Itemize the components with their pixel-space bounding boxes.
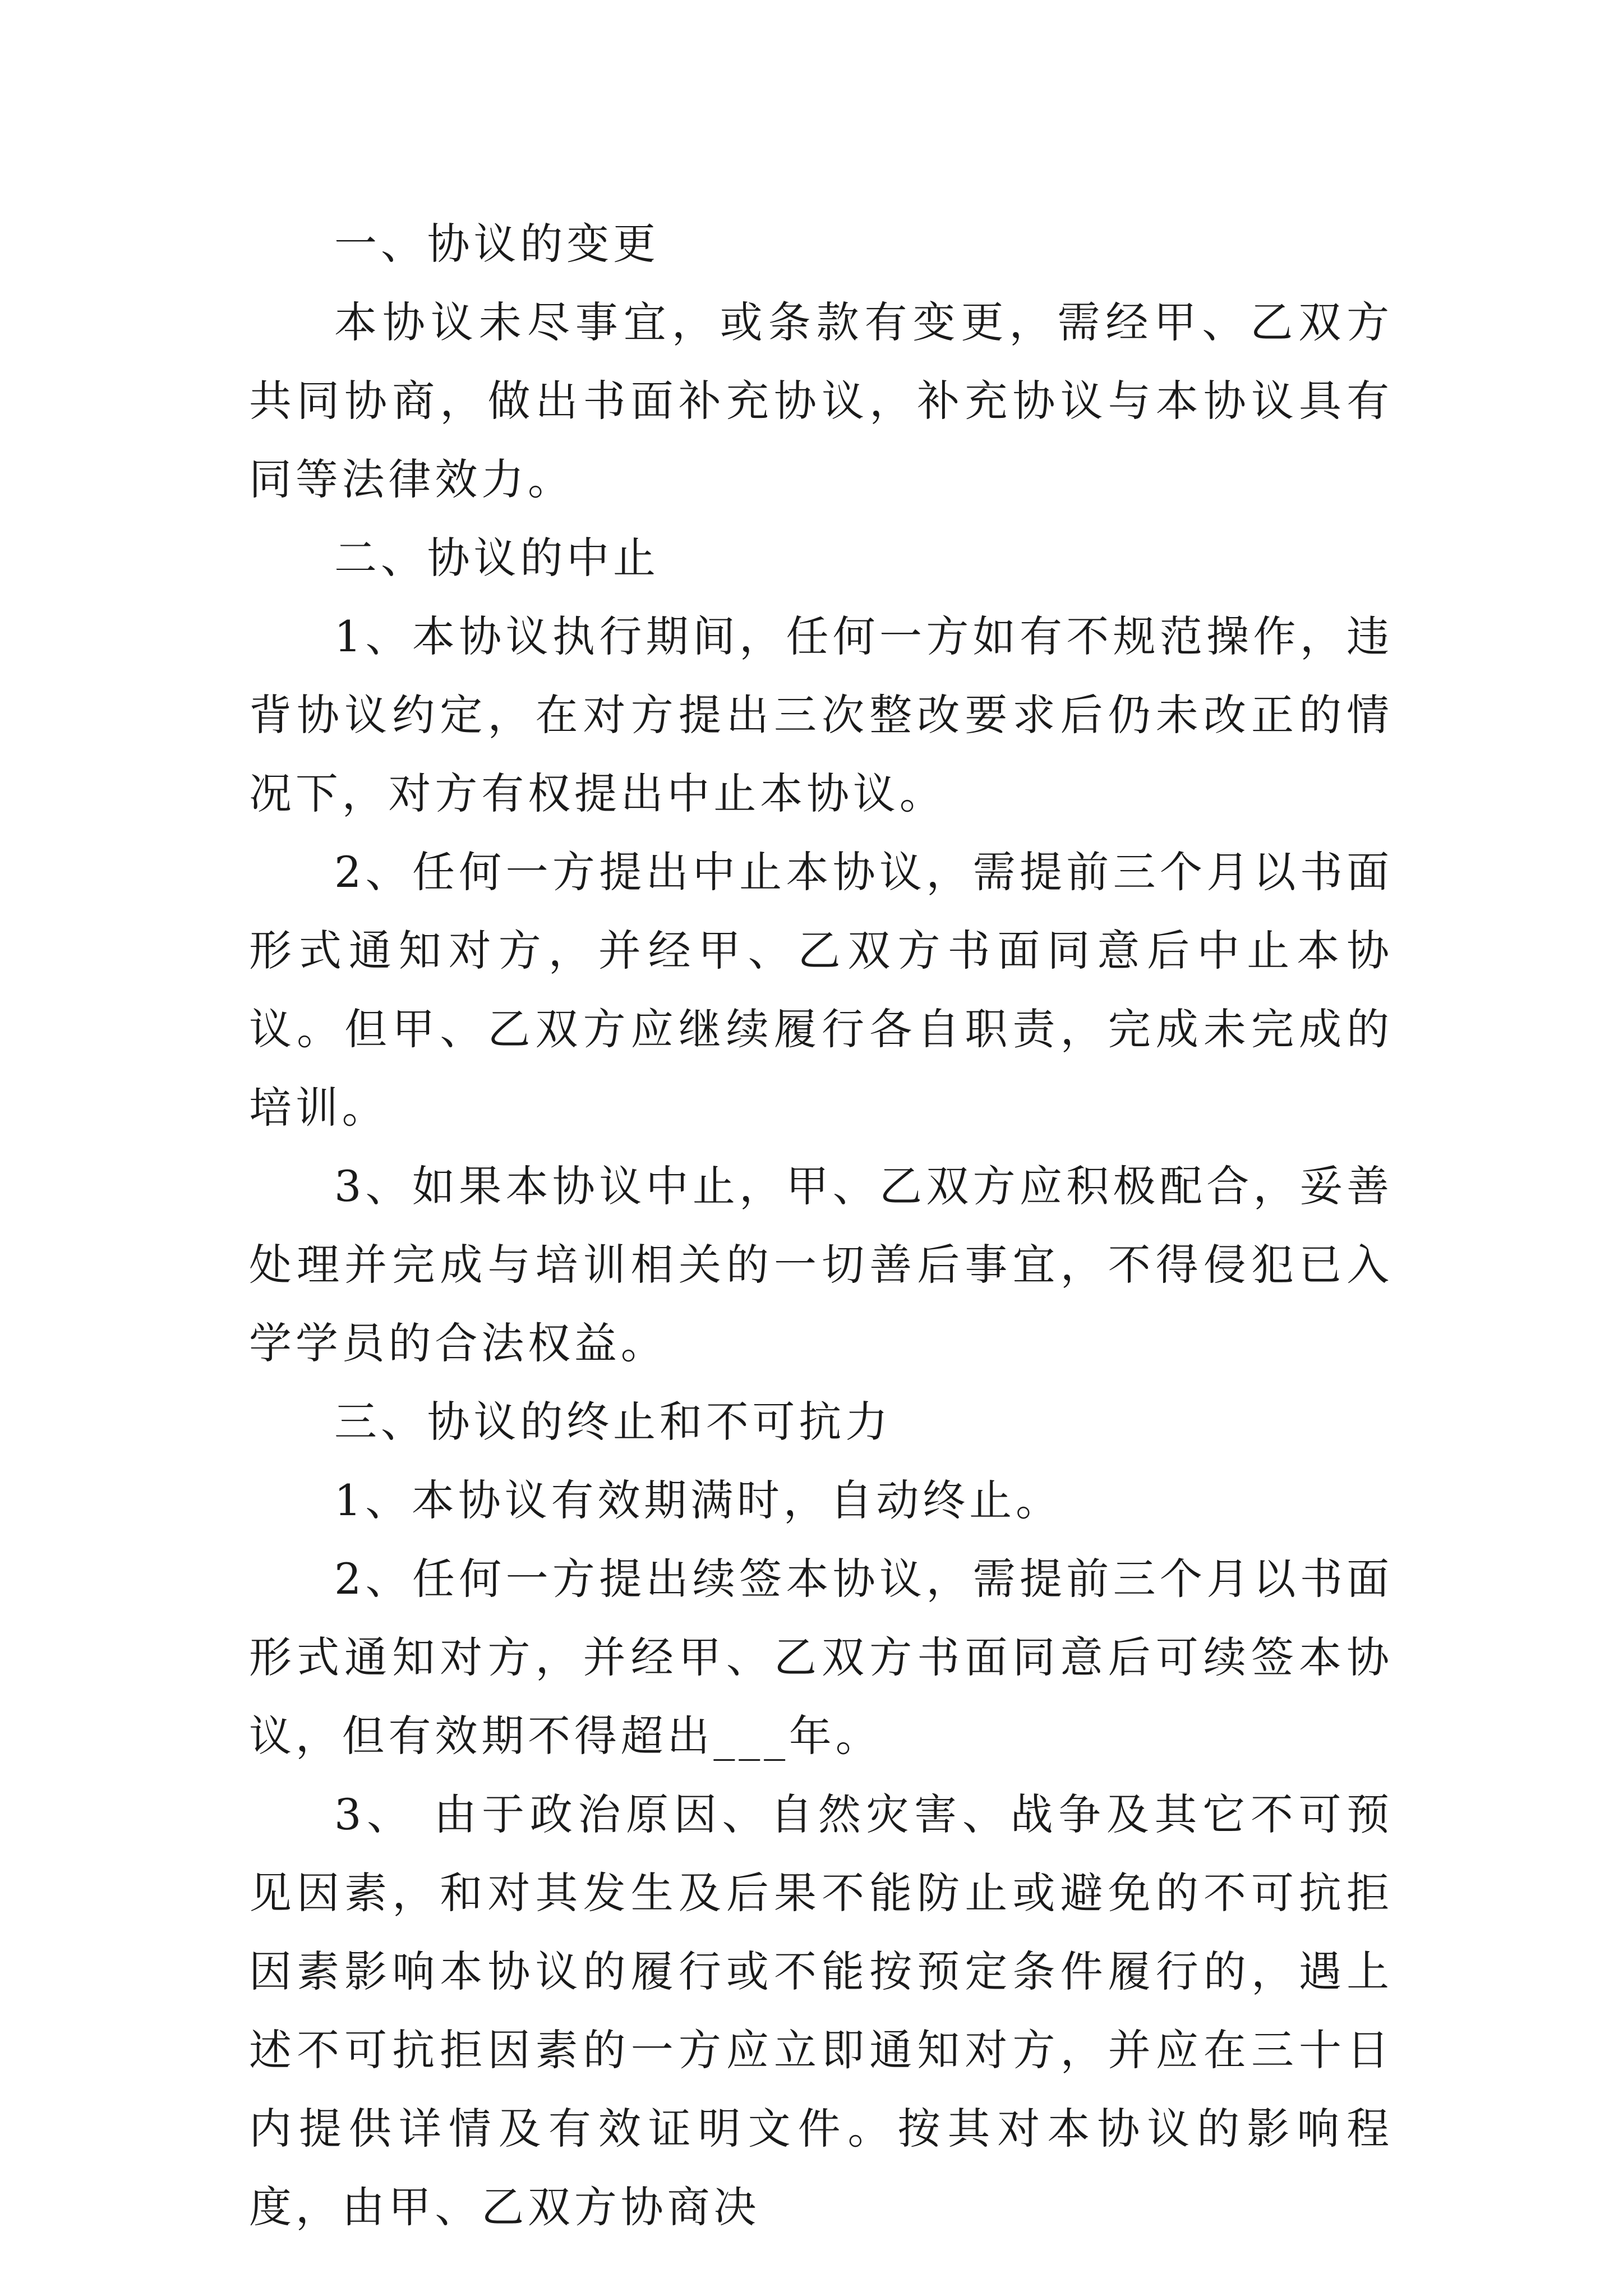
paragraph-amendment: 本协议未尽事宜，或条款有变更，需经甲、乙双方共同协商，做出书面补充协议，补充协议与本协议具有同等法律效力。: [249, 297, 1393, 504]
paragraph-termination-2: 2、任何一方提出续签本协议，需提前三个月以书面形式通知对方，并经甲、乙双方书面同意后可续签本协议，但有效期不得超出___年。: [249, 1554, 1393, 1761]
paragraph-termination-1: 1、本协议有效期满时，自动终止。: [334, 1475, 1062, 1525]
paragraph-suspension-1: 1、本协议执行期间，任何一方如有不规范操作，违背协议约定，在对方提出三次整改要求后仍未改正的情况下，对方有权提出中止本协议。: [249, 611, 1393, 818]
paragraph-suspension-3: 3、如果本协议中止，甲、乙双方应积极配合，妥善处理并完成与培训相关的一切善后事宜，不得侵犯已入学学员的合法权益。: [249, 1161, 1393, 1368]
section-heading-amendment: 一、协议的变更: [334, 219, 660, 269]
document-body: [249, 205, 1393, 2247]
paragraph-termination-3: 3、 由于政治原因、自然灾害、战争及其它不可预见因素，和对其发生及后果不能防止或避免的不可抗拒因素影响本协议的履行或不能按预定条件履行的，遇上述不可抗拒因素的一方应立即通知对方，并应在三十日内提供详情及有效证明文件。按其对本协议的影响程度，由甲、乙双方协商决: [249, 1789, 1393, 2232]
section-heading-suspension: 二、协议的中止: [334, 533, 660, 583]
section-heading-termination: 三、协议的终止和不可抗力: [334, 1397, 892, 1447]
paragraph-suspension-2: 2、任何一方提出中止本协议，需提前三个月以书面形式通知对方，并经甲、乙双方书面同意后中止本协议。但甲、乙双方应继续履行各自职责，完成未完成的培训。: [249, 847, 1393, 1133]
